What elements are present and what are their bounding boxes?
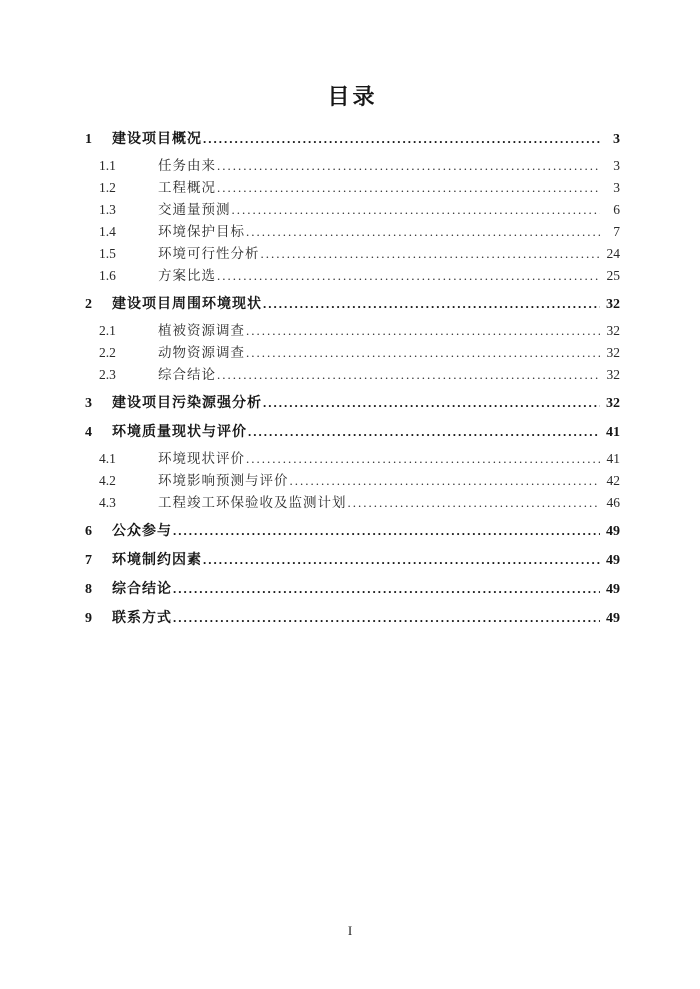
toc-entry-label: 建设项目周围环境现状 <box>112 297 262 312</box>
toc-entry-page: 32 <box>606 323 620 338</box>
toc-entry-label: 环境可行性分析 <box>158 246 260 261</box>
toc-entry[interactable] <box>85 155 620 177</box>
toc-entry[interactable] <box>85 578 620 601</box>
toc-entry-label: 建设项目概况 <box>112 132 202 147</box>
toc-entry-page: 41 <box>606 451 620 466</box>
toc-entry-number: 1.3 <box>99 202 116 217</box>
dot-leader <box>203 128 600 151</box>
toc-entry[interactable] <box>85 364 620 386</box>
dot-leader <box>217 155 600 177</box>
toc-entry[interactable] <box>85 221 620 243</box>
dot-leader <box>261 243 601 265</box>
toc-entry-page: 49 <box>606 582 620 597</box>
toc-entry-number: 1.4 <box>99 224 116 239</box>
toc-entry-page: 6 <box>613 202 620 217</box>
toc-entry-page: 32 <box>606 367 620 382</box>
toc-entry-label: 联系方式 <box>112 611 172 626</box>
toc-entry-page: 49 <box>606 553 620 568</box>
toc-entry-label: 环境质量现状与评价 <box>112 425 247 440</box>
toc-entry-label: 任务由来 <box>158 158 216 173</box>
dot-leader <box>246 342 600 364</box>
dot-leader <box>348 492 601 514</box>
toc-entry[interactable] <box>85 243 620 265</box>
toc-entry-label: 公众参与 <box>112 524 172 539</box>
toc-entry-number: 9 <box>85 611 92 626</box>
toc-entry-label: 动物资源调查 <box>158 345 245 360</box>
toc-entry-page: 42 <box>606 473 620 488</box>
toc-entry-label: 综合结论 <box>112 582 172 597</box>
dot-leader <box>246 320 600 342</box>
toc-entry-label: 环境现状评价 <box>158 451 245 466</box>
toc-entry-label: 工程概况 <box>158 180 216 195</box>
toc-entry[interactable] <box>85 265 620 287</box>
toc-entry[interactable] <box>85 607 620 630</box>
toc-entry[interactable] <box>85 549 620 572</box>
toc-entry-number: 8 <box>85 582 92 597</box>
toc-entry[interactable] <box>85 492 620 514</box>
toc-entry-label: 综合结论 <box>158 367 216 382</box>
dot-leader <box>217 364 600 386</box>
toc-entry[interactable] <box>85 470 620 492</box>
toc-entry-page: 3 <box>613 180 620 195</box>
toc-entry-page: 49 <box>606 611 620 626</box>
toc-entry-label: 环境保护目标 <box>158 224 245 239</box>
toc-entry-number: 7 <box>85 553 92 568</box>
dot-leader <box>173 607 600 630</box>
toc-entry-number: 2 <box>85 297 92 312</box>
toc-entry[interactable] <box>85 448 620 470</box>
toc-entry-number: 6 <box>85 524 92 539</box>
toc-entry-label: 交通量预测 <box>158 202 231 217</box>
toc-entry-number: 2.2 <box>99 345 116 360</box>
toc-entry[interactable] <box>85 320 620 342</box>
toc-entry-page: 3 <box>613 158 620 173</box>
toc-entry-number: 1.2 <box>99 180 116 195</box>
toc-content <box>85 82 620 634</box>
toc-entry-page: 32 <box>606 396 620 411</box>
dot-leader <box>263 392 600 415</box>
toc-entry[interactable] <box>85 293 620 316</box>
toc-entry-label: 环境制约因素 <box>112 553 202 568</box>
toc-entry-page: 3 <box>613 132 620 147</box>
toc-entry-page: 46 <box>606 495 620 510</box>
dot-leader <box>217 177 600 199</box>
dot-leader <box>246 221 600 243</box>
toc-entry[interactable] <box>85 520 620 543</box>
toc-entry-page: 32 <box>606 297 620 312</box>
toc-entry-page: 49 <box>606 524 620 539</box>
page-number-footer: I <box>347 923 353 938</box>
dot-leader <box>246 448 600 470</box>
toc-entry[interactable] <box>85 128 620 151</box>
toc-entry-page: 41 <box>606 425 620 440</box>
toc-entry-number: 1.5 <box>99 246 116 261</box>
dot-leader <box>248 421 600 444</box>
dot-leader <box>232 199 601 221</box>
toc-list <box>85 128 620 630</box>
dot-leader <box>203 549 600 572</box>
toc-entry-page: 25 <box>606 268 620 283</box>
toc-entry-page: 24 <box>606 246 620 261</box>
toc-entry-label: 植被资源调查 <box>158 323 245 338</box>
dot-leader <box>217 265 600 287</box>
toc-entry-page: 7 <box>613 224 620 239</box>
dot-leader <box>263 293 600 316</box>
page-title: 目录 <box>327 84 378 109</box>
toc-entry-label: 建设项目污染源强分析 <box>112 396 262 411</box>
toc-entry-number: 1.1 <box>99 158 116 173</box>
toc-entry-number: 2.3 <box>99 367 116 382</box>
dot-leader <box>290 470 601 492</box>
toc-entry-label: 工程竣工环保验收及监测计划 <box>158 495 347 510</box>
dot-leader <box>173 578 600 601</box>
toc-entry[interactable] <box>85 342 620 364</box>
toc-entry-number: 4.3 <box>99 495 116 510</box>
toc-entry-number: 4 <box>85 425 92 440</box>
toc-entry-label: 方案比选 <box>158 268 216 283</box>
toc-entry-page: 32 <box>606 345 620 360</box>
toc-entry[interactable] <box>85 199 620 221</box>
dot-leader <box>173 520 600 543</box>
toc-entry-number: 3 <box>85 396 92 411</box>
toc-entry[interactable] <box>85 392 620 415</box>
toc-entry-label: 环境影响预测与评价 <box>158 473 289 488</box>
toc-entry-number: 1.6 <box>99 268 116 283</box>
toc-entry-number: 1 <box>85 132 92 147</box>
toc-entry-number: 4.1 <box>99 451 116 466</box>
toc-entry[interactable] <box>85 177 620 199</box>
toc-entry[interactable] <box>85 421 620 444</box>
toc-entry-number: 2.1 <box>99 323 116 338</box>
toc-entry-number: 4.2 <box>99 473 116 488</box>
